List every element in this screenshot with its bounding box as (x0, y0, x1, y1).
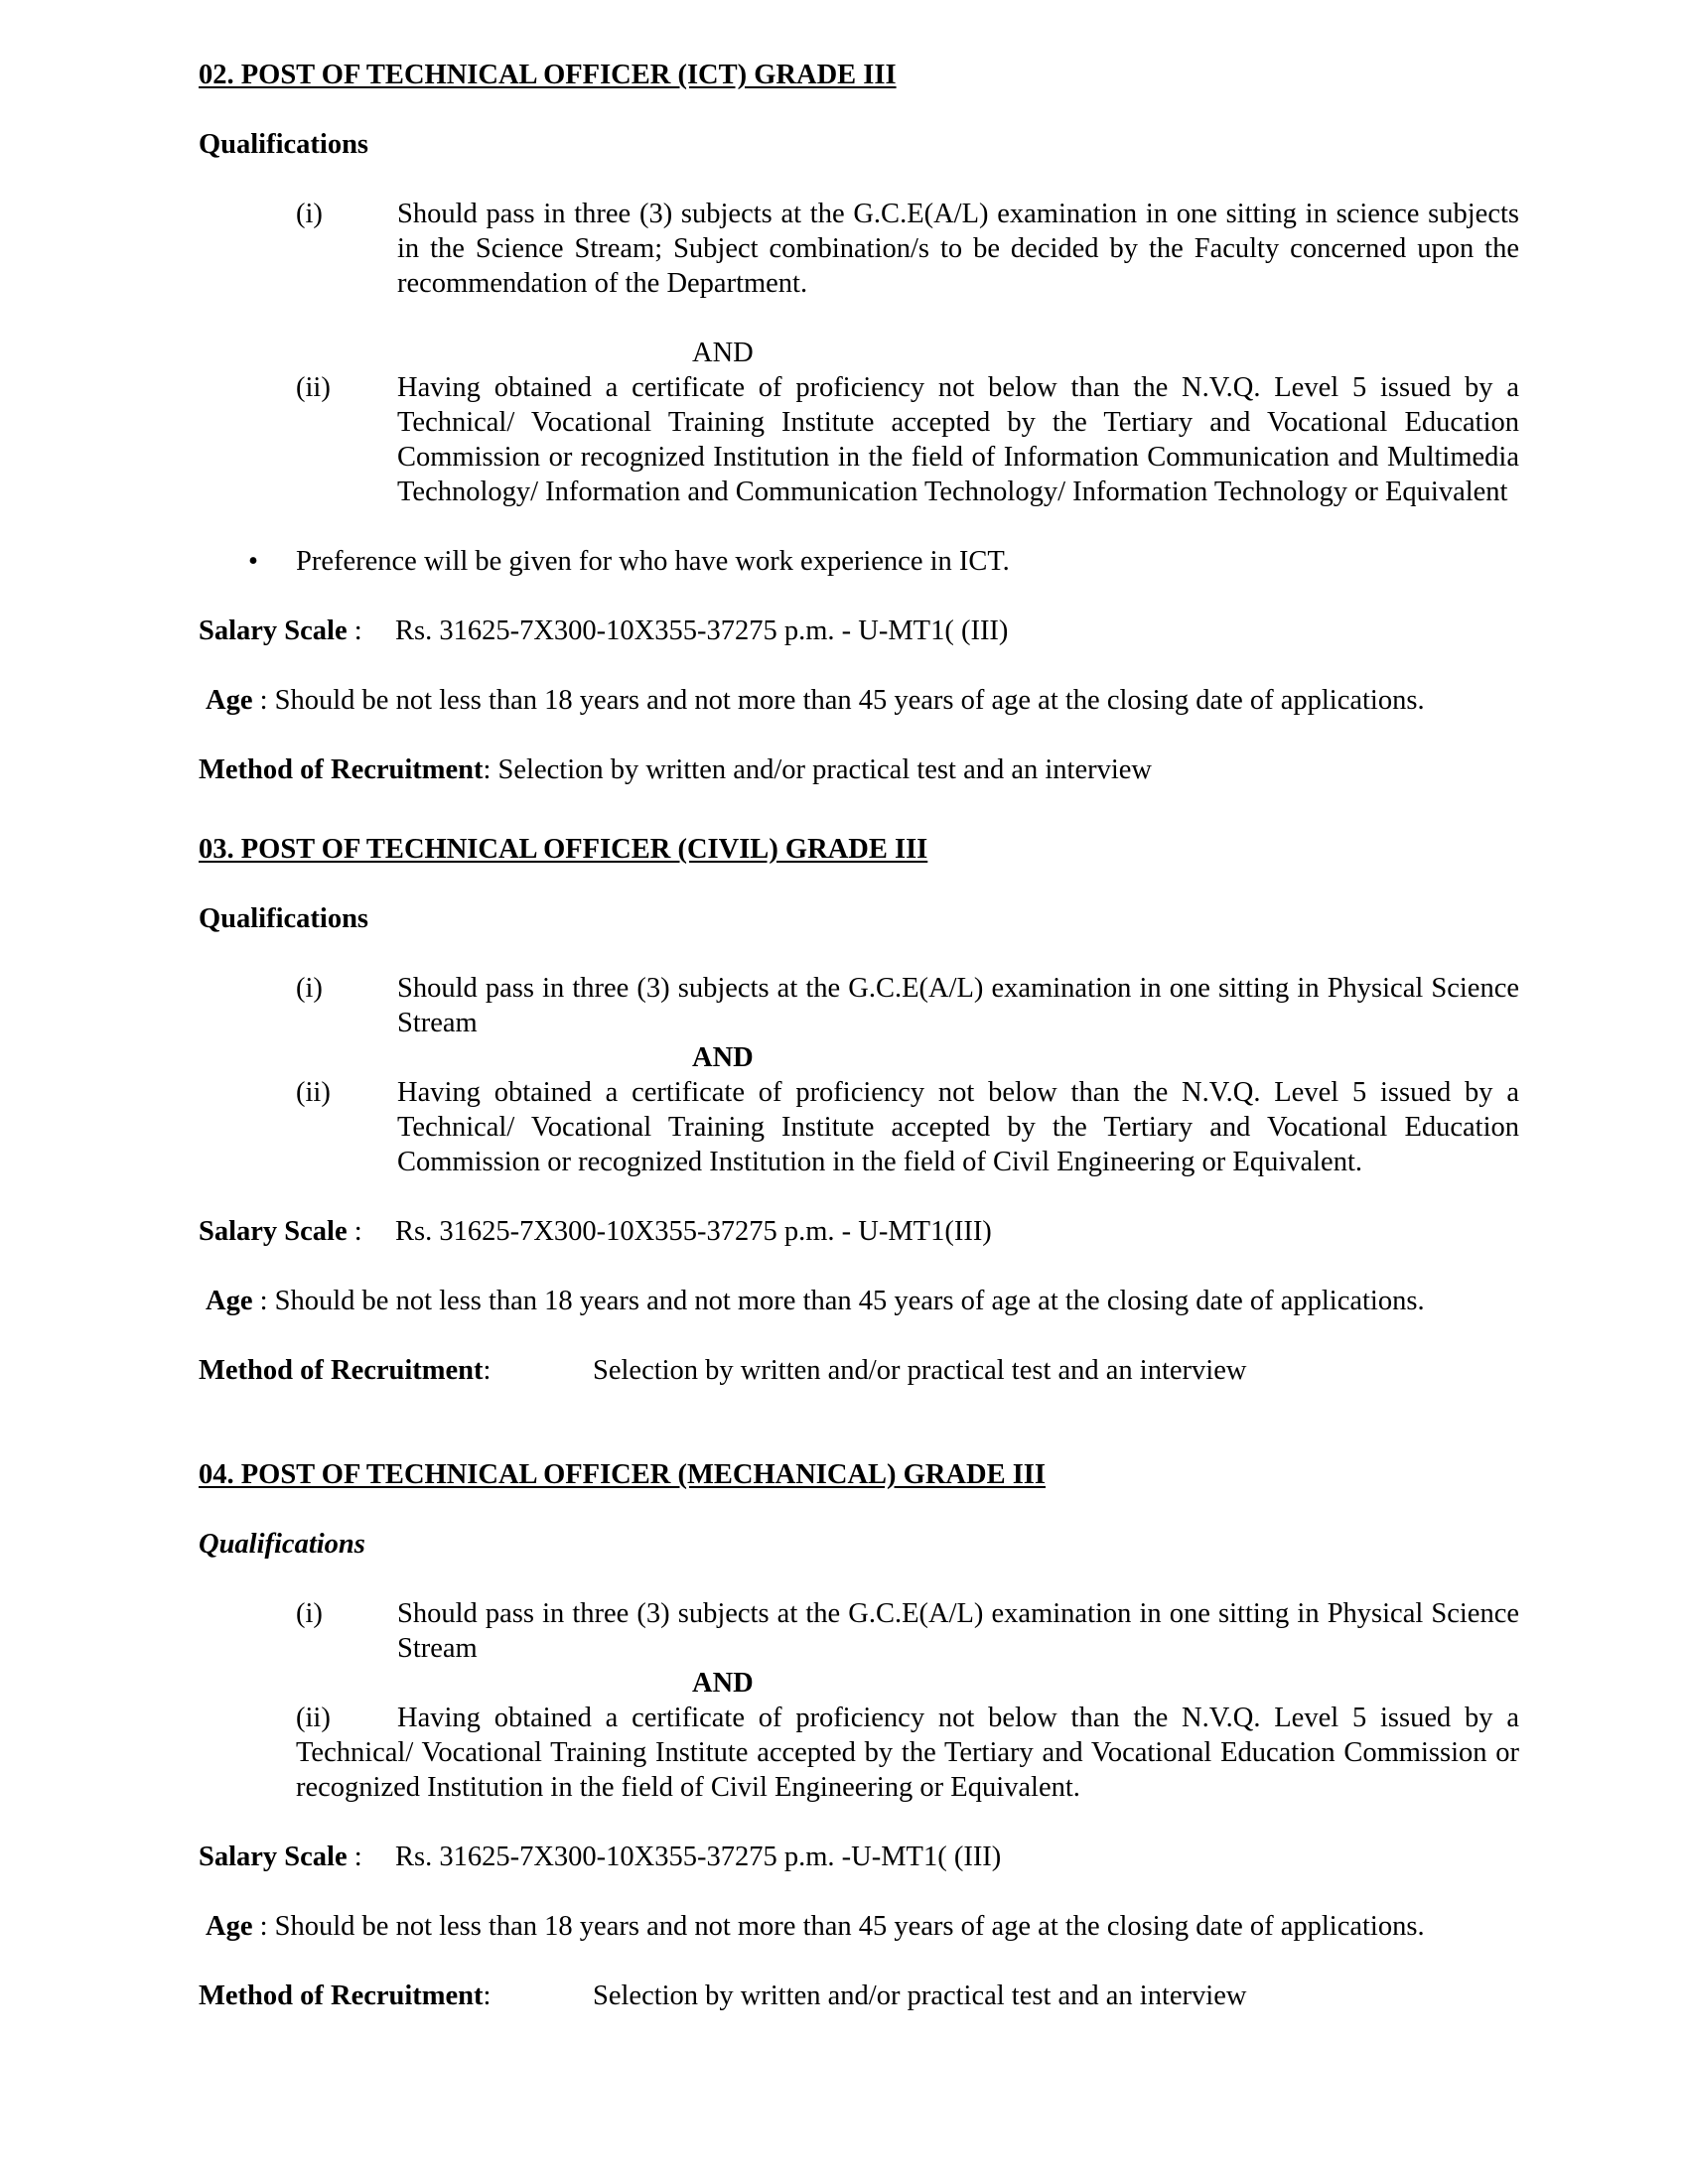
age-text: : Should be not less than 18 years and not more than 45 years of age at the closing date of applications. (252, 1911, 1425, 1942)
section-civil (199, 832, 1519, 1388)
bullet-icon: • (248, 546, 258, 577)
qualification-item (199, 1701, 1519, 1805)
document-page (199, 58, 1519, 2013)
qualifications-heading: Qualifications (199, 1529, 365, 1560)
method-value: Selection by written and/or practical test and an interview (593, 1980, 1247, 2011)
preference-text: Preference will be given for who have work experience in ICT. (296, 546, 1010, 577)
salary-separator: : (347, 1842, 362, 1872)
qualification-item (199, 1596, 1519, 1666)
preference-note (199, 544, 1519, 579)
method-text: : Selection by written and/or practical test and an interview (483, 754, 1152, 785)
section-title: 04. POST OF TECHNICAL OFFICER (MECHANICAL) GRADE III (199, 1459, 1046, 1490)
age-text: : Should be not less than 18 years and not more than 45 years of age at the closing date of applications. (252, 685, 1425, 716)
item-number: (ii) (296, 1077, 331, 1108)
salary-value: Rs. 31625-7X300-10X355-37275 p.m. -U-MT1( (III) (395, 1842, 1002, 1872)
method-of-recruitment (199, 752, 1519, 787)
item-text: Having obtained a certificate of proficiency not below than the N.V.Q. Level 5 issued by a Technical/ Vocational Training Institute accepted by the Tertiary and Vocational Education Commission or recognized Institution in the field of Information Communication and Multimedia Technology/ Information and Communication Technology/ Information Technology or Equivalent (397, 372, 1519, 507)
method-label: Method of Recruitment (199, 1355, 484, 1386)
age-label: Age (206, 685, 253, 716)
method-colon: : (483, 1980, 492, 2011)
salary-value: Rs. 31625-7X300-10X355-37275 p.m. - U-MT1(III) (395, 1216, 992, 1247)
item-text: Should pass in three (3) subjects at the G.C.E(A/L) examination in one sitting in Physical Science Stream (397, 1598, 1519, 1664)
age-label: Age (206, 1911, 253, 1942)
and-connector: AND (692, 338, 754, 368)
section-title: 03. POST OF TECHNICAL OFFICER (CIVIL) GRADE III (199, 834, 928, 865)
item-text: Should pass in three (3) subjects at the G.C.E(A/L) examination in one sitting in science subjects in the Science Stream; Subject combination/s to be decided by the Faculty concerned upon the recommendation of the Department. (397, 199, 1519, 299)
qualifications-heading: Qualifications (199, 129, 369, 160)
qualification-item (199, 971, 1519, 1040)
age-requirement (199, 1284, 1519, 1318)
item-number: (i) (296, 1598, 323, 1629)
item-number: (ii) (296, 372, 331, 403)
qualification-item (199, 197, 1519, 301)
age-label: Age (206, 1286, 253, 1316)
age-requirement (199, 683, 1519, 718)
method-value: Selection by written and/or practical test and an interview (593, 1355, 1247, 1386)
method-of-recruitment (199, 1353, 1519, 1388)
item-number: (i) (296, 199, 323, 229)
section-ict (199, 58, 1519, 787)
salary-label: Salary Scale (199, 1842, 348, 1872)
salary-label: Salary Scale (199, 615, 348, 646)
item-number: (ii) (296, 1703, 331, 1733)
and-connector: AND (692, 1668, 754, 1699)
section-title: 02. POST OF TECHNICAL OFFICER (ICT) GRADE III (199, 60, 897, 90)
item-text: Having obtained a certificate of proficiency not below than the N.V.Q. Level 5 issued by a Technical/ Vocational Training Institute accepted by the Tertiary and Vocational Education Commission or recognized Institution in the field of Civil Engineering or Equivalent. (397, 1077, 1519, 1177)
age-requirement (199, 1909, 1519, 1944)
qualification-item (199, 370, 1519, 509)
section-mechanical (199, 1457, 1519, 2013)
age-text: : Should be not less than 18 years and not more than 45 years of age at the closing date of applications. (252, 1286, 1425, 1316)
salary-separator: : (347, 1216, 362, 1247)
item-text: Having obtained a certificate of proficiency not below than the N.V.Q. Level 5 issued by a Technical/ Vocational Training Institute accepted by the Tertiary and Vocational Education Commission or recognized Institution in the field of Civil Engineering or Equivalent. (296, 1703, 1519, 1803)
item-text: Should pass in three (3) subjects at the G.C.E(A/L) examination in one sitting in Physical Science Stream (397, 973, 1519, 1038)
salary-scale (199, 1214, 1519, 1249)
and-connector: AND (692, 1042, 754, 1073)
method-label: Method of Recruitment (199, 1980, 484, 2011)
qualifications-heading: Qualifications (199, 903, 369, 934)
salary-scale (199, 1840, 1519, 1874)
qualification-item (199, 1075, 1519, 1179)
item-number: (i) (296, 973, 323, 1004)
salary-label: Salary Scale (199, 1216, 348, 1247)
method-of-recruitment (199, 1979, 1519, 2013)
method-colon: : (483, 1355, 492, 1386)
method-label: Method of Recruitment (199, 754, 484, 785)
salary-scale (199, 614, 1519, 648)
salary-separator: : (347, 615, 362, 646)
salary-value: Rs. 31625-7X300-10X355-37275 p.m. - U-MT1( (III) (395, 615, 1009, 646)
